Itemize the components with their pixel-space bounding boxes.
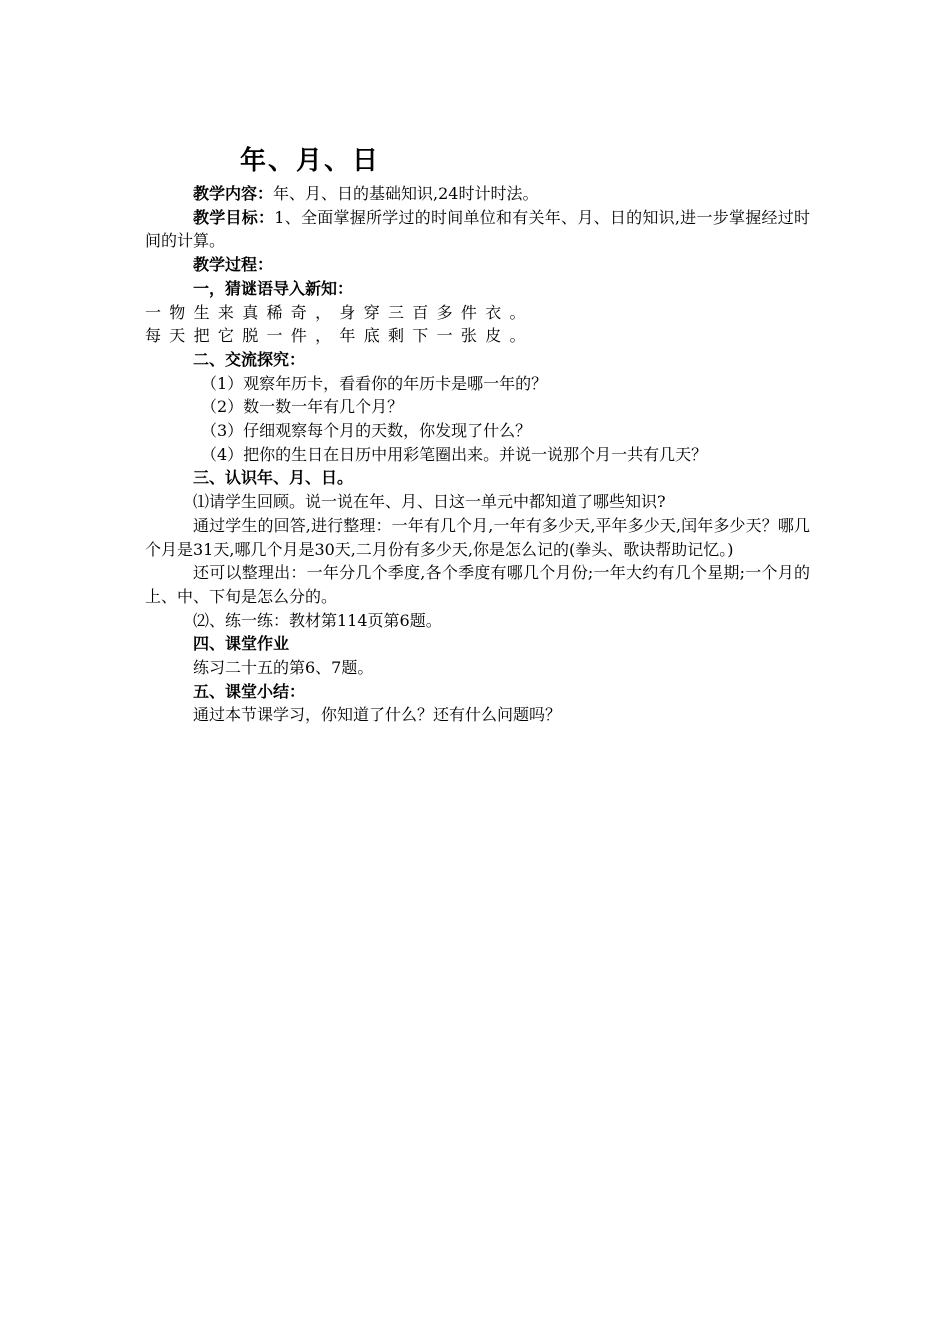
section3-paragraph-3: 还可以整理出：一年分几个季度,各个季度有哪几个月份;一年大约有几个星期;一个月的上、中、下旬是怎么分的。 bbox=[145, 563, 810, 606]
section3-paragraph-2: 通过学生的回答,进行整理：一年有几个月,一年有多少天,平年多少天,闰年多少天？哪几个月是31天,哪几个月是30天,二月份有多少天,你是怎么记的(拳头、歌诀帮助记忆。) bbox=[145, 515, 810, 559]
section4-heading: 四、课堂作业 bbox=[193, 634, 290, 654]
goal-text: 1、全面掌握所学过的时间单位和有关年、月、日的知识,进一步掌握经过时间的计算。 bbox=[145, 207, 810, 251]
goal-paragraph bbox=[145, 206, 810, 253]
riddle-line-2: 每天把它脱一件，年底剩下一张皮。 bbox=[145, 326, 534, 346]
content-text: 年、月、日的基础知识,24时计时法。 bbox=[273, 184, 539, 203]
section3-paragraph-1: ⑴请学生回顾。说一说在年、月、日这一单元中都知道了哪些知识? bbox=[193, 492, 666, 512]
riddle-line-1: 一物生来真稀奇，身穿三百多件衣。 bbox=[145, 302, 534, 322]
goal-label: 教学目标： bbox=[193, 207, 275, 227]
question-3: （3）仔细观察每个月的天数，你发现了什么？ bbox=[201, 421, 532, 441]
section3-heading: 三、认识年、月、日。 bbox=[193, 468, 354, 488]
section4-text: 练习二十五的第6、7题。 bbox=[193, 658, 374, 678]
content-paragraph bbox=[145, 182, 810, 206]
question-2: （2）数一数一年有几个月？ bbox=[201, 397, 404, 417]
process-label: 教学过程： bbox=[193, 255, 274, 275]
question-4: （4）把你的生日在日历中用彩笔圈出来。并说一说那个月一共有几天？ bbox=[201, 444, 708, 464]
question-1: （1）观察年历卡，看看你的年历卡是哪一年的？ bbox=[201, 373, 548, 393]
document-body bbox=[145, 182, 810, 727]
section3-paragraph-4: ⑵、练一练：教材第114页第6题。 bbox=[193, 610, 442, 630]
section2-heading: 二、交流探究： bbox=[193, 349, 306, 369]
section5-text: 通过本节课学习，你知道了什么？还有什么问题吗？ bbox=[193, 705, 562, 725]
section1-heading: 一，猜谜语导入新知： bbox=[193, 278, 354, 298]
content-label: 教学内容： bbox=[193, 184, 274, 203]
document-title: 年、月、日 bbox=[240, 146, 381, 176]
section5-heading: 五、课堂小结： bbox=[193, 681, 306, 701]
